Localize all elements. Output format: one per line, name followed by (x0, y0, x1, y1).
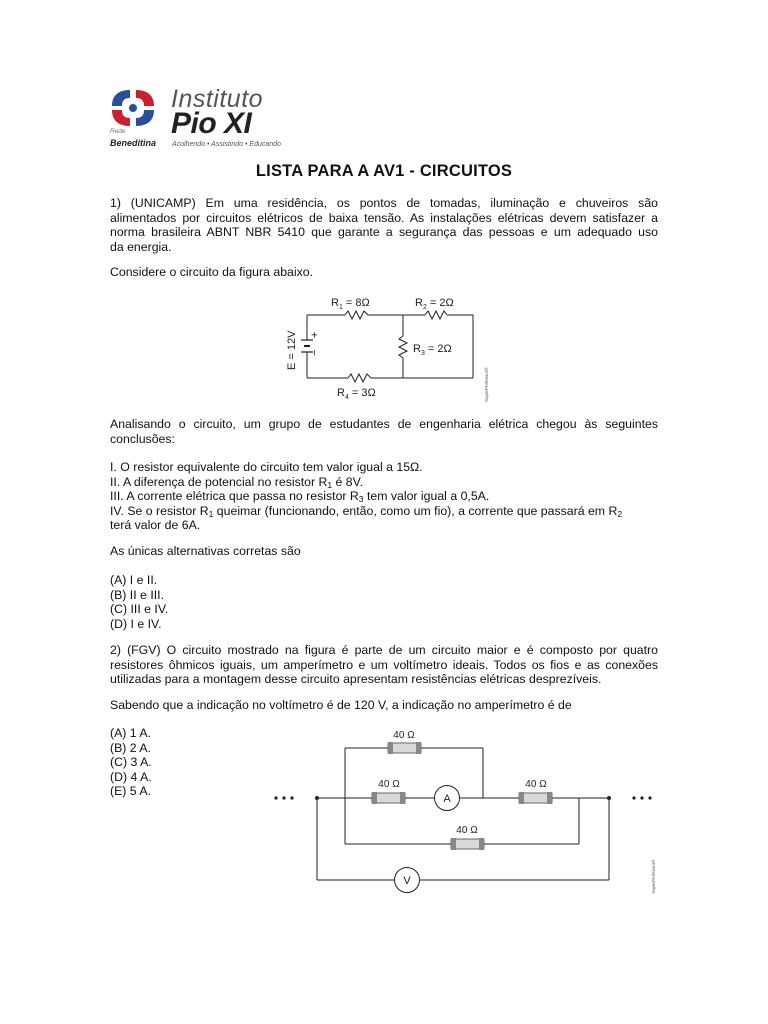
statement-2: II. A diferença de potencial no resistor $R_1$ é 8V. (110, 474, 364, 490)
statement-4-continued: terá valor de 6A. (110, 518, 201, 533)
q1-consider: Considere o circuito da figura abaixo. (110, 265, 314, 279)
q1-analysis (110, 417, 658, 446)
q1-intro-line: da energia. (110, 239, 172, 254)
statement-4: IV. Se o resistor $R_1$ queimar (funcionando, então, como um fio), a corrente que passará em $R_2$ (110, 503, 623, 519)
battery-minus-label: − (309, 349, 321, 356)
q1-option-a: (A) I e II. (110, 573, 158, 587)
figure-watermark: SuperProfessor® (651, 859, 656, 894)
statement-1: I. O resistor equivalente do circuito tem valor igual a 15Ω. (110, 460, 423, 474)
resistor-top (388, 742, 421, 754)
q2-option-e: (E) 5 A. (110, 784, 152, 799)
resistor-bottom (451, 838, 484, 850)
q2-intro-line: 2) (FGV) O circuito mostrado na figura é parte de um circuito maior e é composto por quatro (110, 643, 658, 657)
resistor-right (519, 792, 552, 804)
r1-resistor (345, 311, 368, 319)
q2-option-c: (C) 3 A. (110, 755, 152, 770)
voltmeter-label: V (403, 875, 411, 887)
q1-prompt: As únicas alternativas corretas são (110, 544, 301, 558)
emf-label: E = 12V (286, 330, 298, 370)
r3-label: $R_3 = 2\Omega$ (413, 343, 452, 357)
r4-resistor (348, 374, 371, 382)
r2-resistor (425, 311, 447, 319)
logo-cross-icon (108, 86, 160, 130)
q1-option-b: (B) II e III. (110, 587, 164, 602)
r2-label: $R_2 = 2\Omega$ (415, 297, 454, 311)
logo-beneditina-text: Beneditina (110, 138, 157, 148)
q1-intro-line: norma brasileira ABNT NBR 5410 que garante a segurança das pessoas e um adequado uso (110, 225, 658, 240)
res-left-label: 40 Ω (378, 779, 400, 790)
q2-intro (110, 643, 658, 687)
q1-analysis-line: Analisando o circuito, um grupo de estudantes de engenharia elétrica chegou às seguintes (110, 417, 658, 431)
q2-intro-line: resistores ôhmicos iguais, um amperímetro e um voltímetro ideais. Todos os fios e as conexões (110, 657, 658, 672)
q2-option-a: (A) 1 A. (110, 726, 152, 740)
r3-resistor (399, 336, 407, 358)
res-top-label: 40 Ω (393, 730, 415, 741)
logo-rede-text: Rede (110, 128, 126, 135)
battery-plus-label: + (309, 331, 321, 338)
r1-label: $R_1 = 8\Omega$ (331, 297, 370, 311)
q1-intro (110, 196, 658, 254)
logo-pio-xi-text: Pio XI (171, 107, 252, 140)
statement-3: III. A corrente elétrica que passa no resistor $R_3$ tem valor igual a 0,5A. (110, 489, 490, 505)
r4-label: $R_4 = 3\Omega$ (337, 387, 376, 401)
q1-statements (110, 460, 658, 533)
logo-tagline: Acolhendo • Assistindo • Educando (172, 141, 281, 148)
q2-circuit-figure (268, 722, 668, 900)
q1-circuit-figure (275, 290, 495, 405)
q1-options (110, 573, 658, 631)
q2-intro-line: utilizadas para a montagem desse circuito apresentam resistências elétricas desprezíveis. (110, 672, 602, 687)
q2-option-b: (B) 2 A. (110, 740, 152, 755)
q1-option-d: (D) I e IV. (110, 616, 162, 631)
resistor-left (372, 792, 405, 804)
q1-intro-line: 1) (UNICAMP) Em uma residência, os pontos de tomadas, iluminação e chuveiros são (110, 196, 658, 210)
q1-analysis-line: conclusões: (110, 431, 175, 446)
q2-prompt: Sabendo que a indicação no voltímetro é de 120 V, a indicação no amperímetro é de (110, 698, 572, 712)
page-title: LISTA PARA A AV1 - CIRCUITOS (255, 162, 513, 180)
ammeter-label: A (443, 793, 451, 805)
q1-intro-line: alimentados por circuitos elétricos de baixa tensão. As instalações elétricas devem satisfazer a (110, 210, 658, 225)
logo-instituto-text: Instituto (171, 85, 264, 113)
figure-watermark: SuperProfessor® (484, 367, 489, 402)
res-right-label: 40 Ω (525, 779, 547, 790)
q2-options (110, 726, 200, 799)
q1-option-c: (C) III e IV. (110, 602, 169, 617)
res-bottom-label: 40 Ω (456, 825, 478, 836)
q2-option-d: (D) 4 A. (110, 769, 152, 784)
